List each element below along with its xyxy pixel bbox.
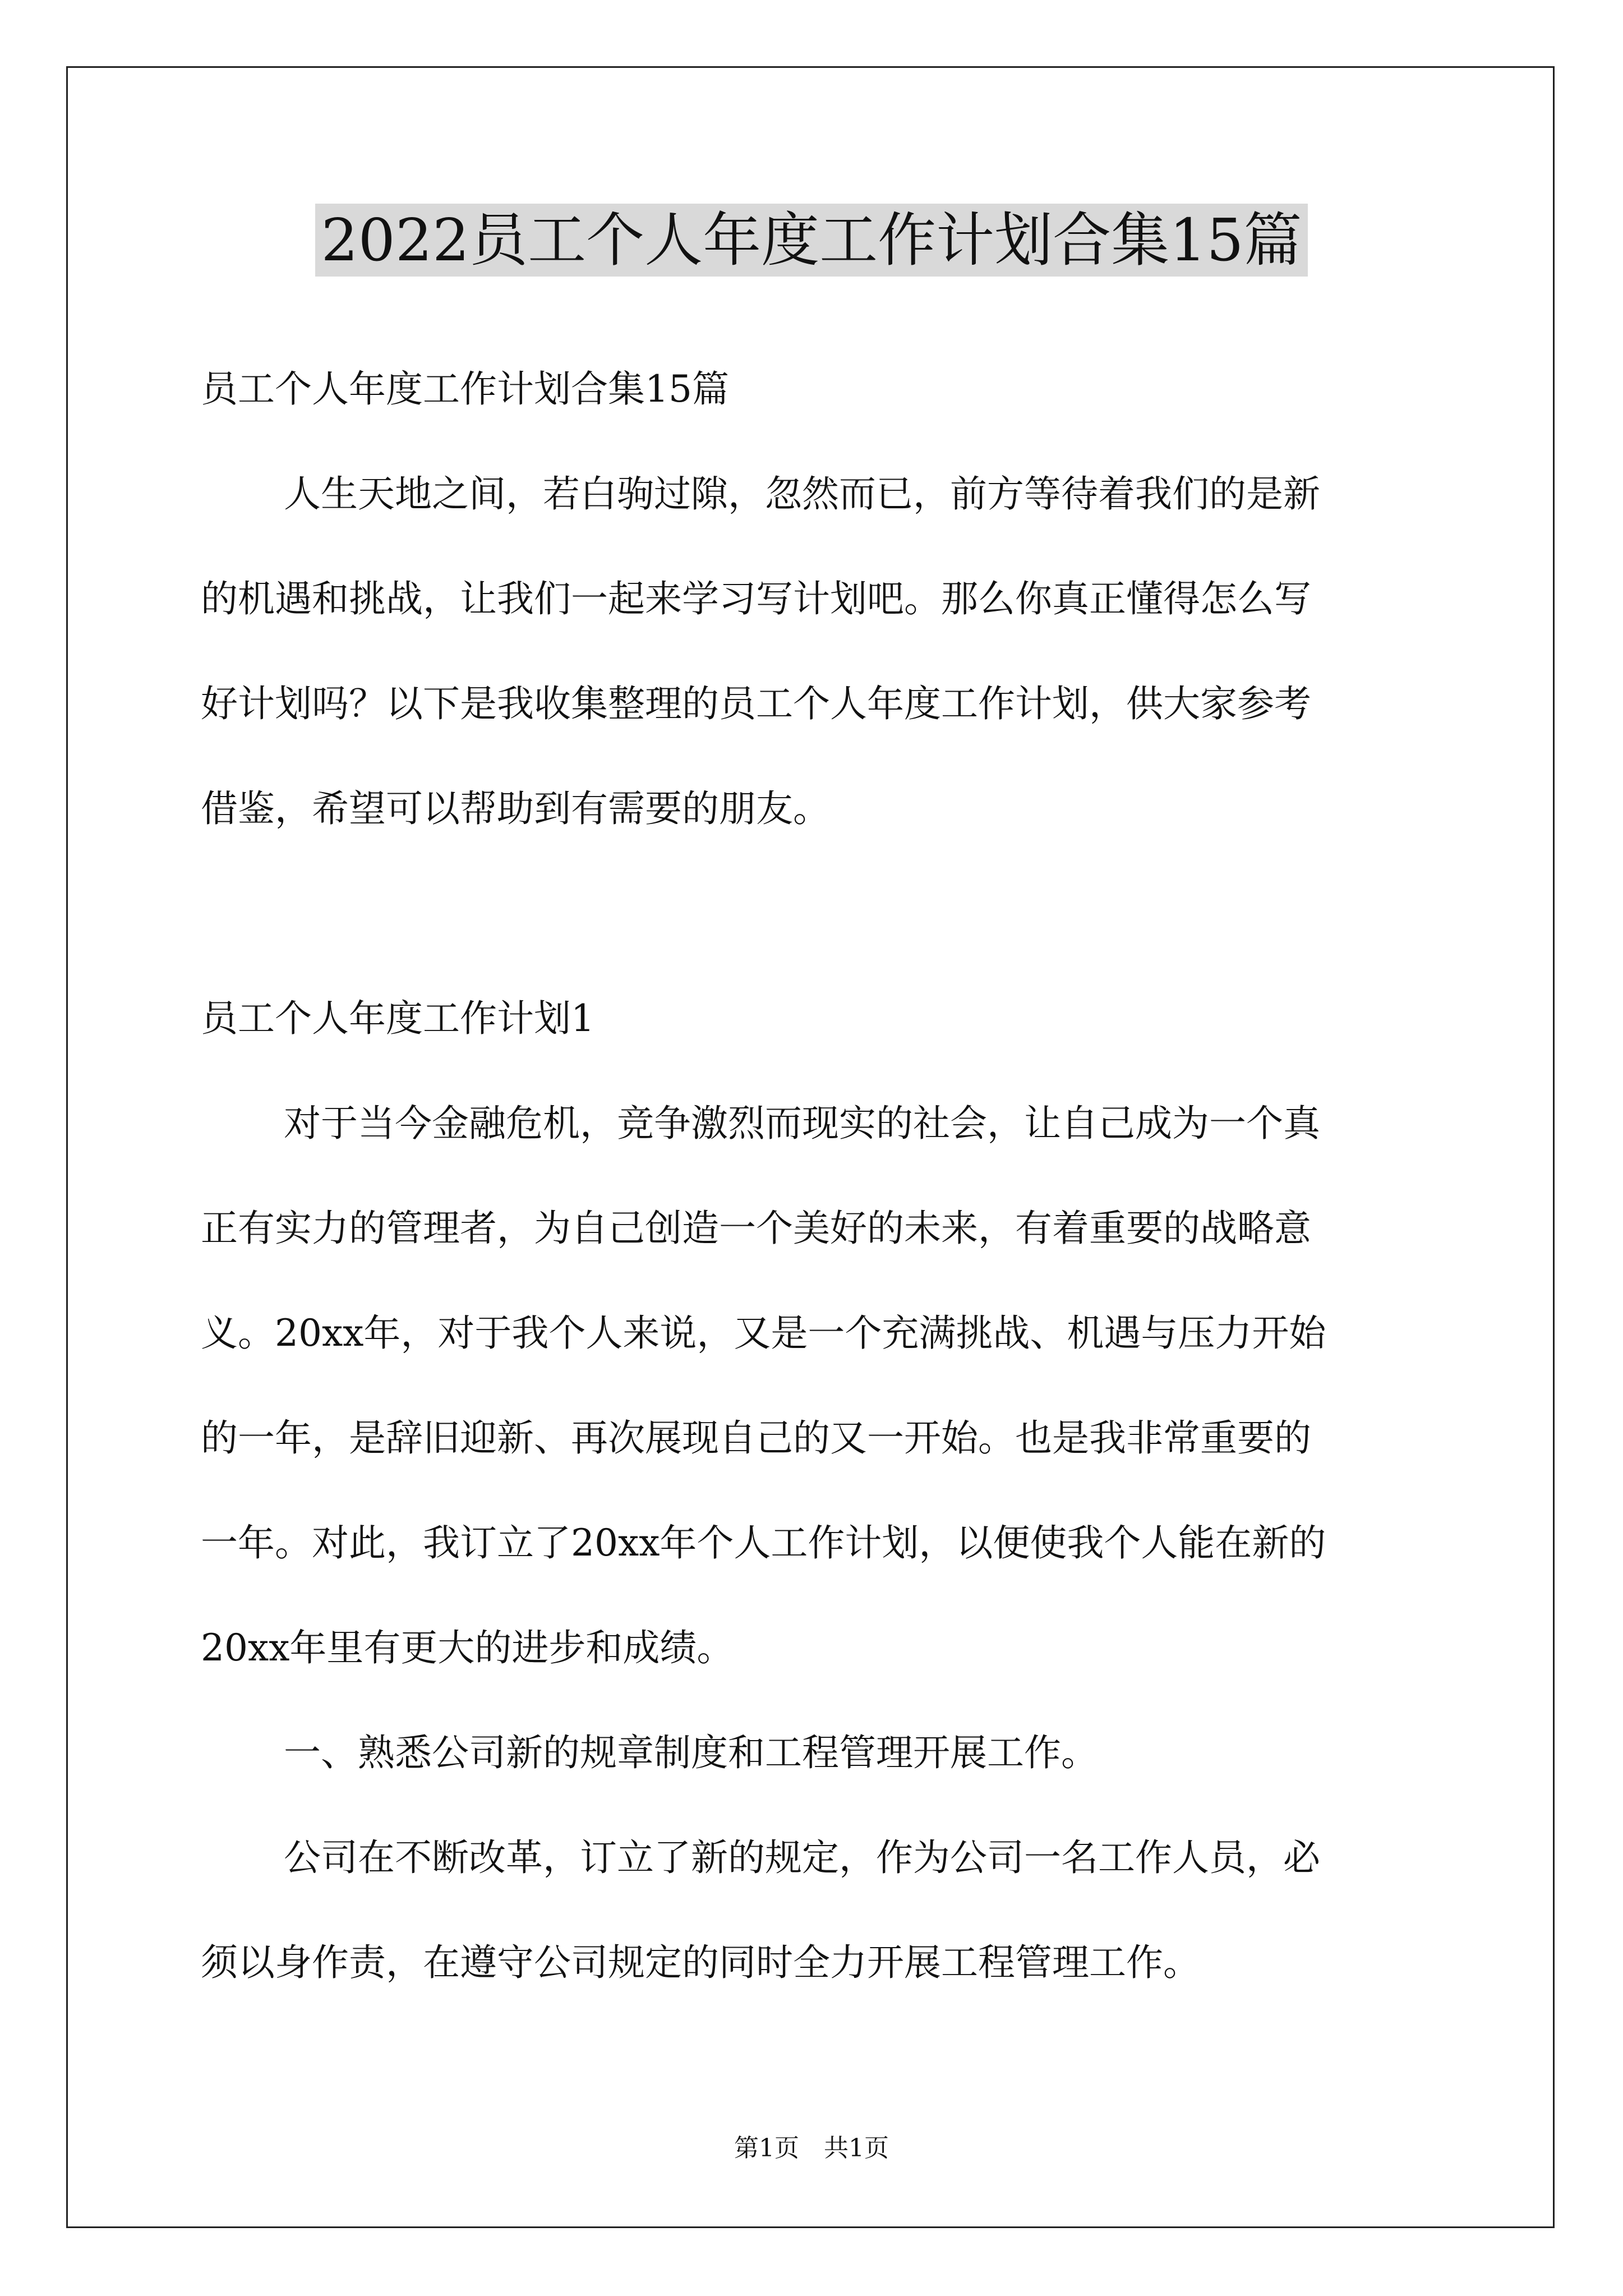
intro-line: 的机遇和挑战，让我们一起来学习写计划吧。那么你真正懂得怎么写 (201, 577, 1311, 620)
section-line: 20xx年里有更大的进步和成绩。 (201, 1626, 734, 1669)
section-line: 对于当今金融危机，竞争激烈而现实的社会，让自己成为一个真 (284, 1102, 1320, 1145)
page-number: 第1页 共1页 (734, 2134, 889, 2162)
intro-line: 人生天地之间，若白驹过隙，忽然而已，前方等待着我们的是新 (284, 472, 1320, 516)
section-line: 正有实力的管理者，为自己创造一个美好的未来，有着重要的战略意 (201, 1207, 1311, 1250)
section-heading: 员工个人年度工作计划1 (201, 997, 594, 1040)
document-title (0, 201, 1623, 279)
point-heading: 一、熟悉公司新的规章制度和工程管理开展工作。 (284, 1731, 1098, 1774)
point-line: 须以身作责，在遵守公司规定的同时全力开展工程管理工作。 (201, 1941, 1200, 1984)
intro-line: 好计划吗？以下是我收集整理的员工个人年度工作计划，供大家参考 (201, 682, 1311, 725)
document-body (201, 337, 1435, 2015)
intro-line: 借鉴，希望可以帮助到有需要的朋友。 (201, 787, 830, 830)
section-line: 一年。对此，我订立了20xx年个人工作计划，以便使我个人能在新的 (201, 1521, 1326, 1565)
subtitle: 员工个人年度工作计划合集15篇 (201, 367, 729, 411)
point-line: 公司在不断改革，订立了新的规定，作为公司一名工作人员，必 (284, 1836, 1320, 1879)
section-line: 的一年，是辞旧迎新、再次展现自己的又一开始。也是我非常重要的 (201, 1416, 1311, 1460)
section-line: 义。20xx年，对于我个人来说，又是一个充满挑战、机遇与压力开始 (201, 1312, 1326, 1355)
document-title-text: 2022员工个人年度工作计划合集15篇 (315, 204, 1307, 277)
page-footer (0, 2132, 1623, 2165)
paragraph-gap (201, 861, 1435, 966)
